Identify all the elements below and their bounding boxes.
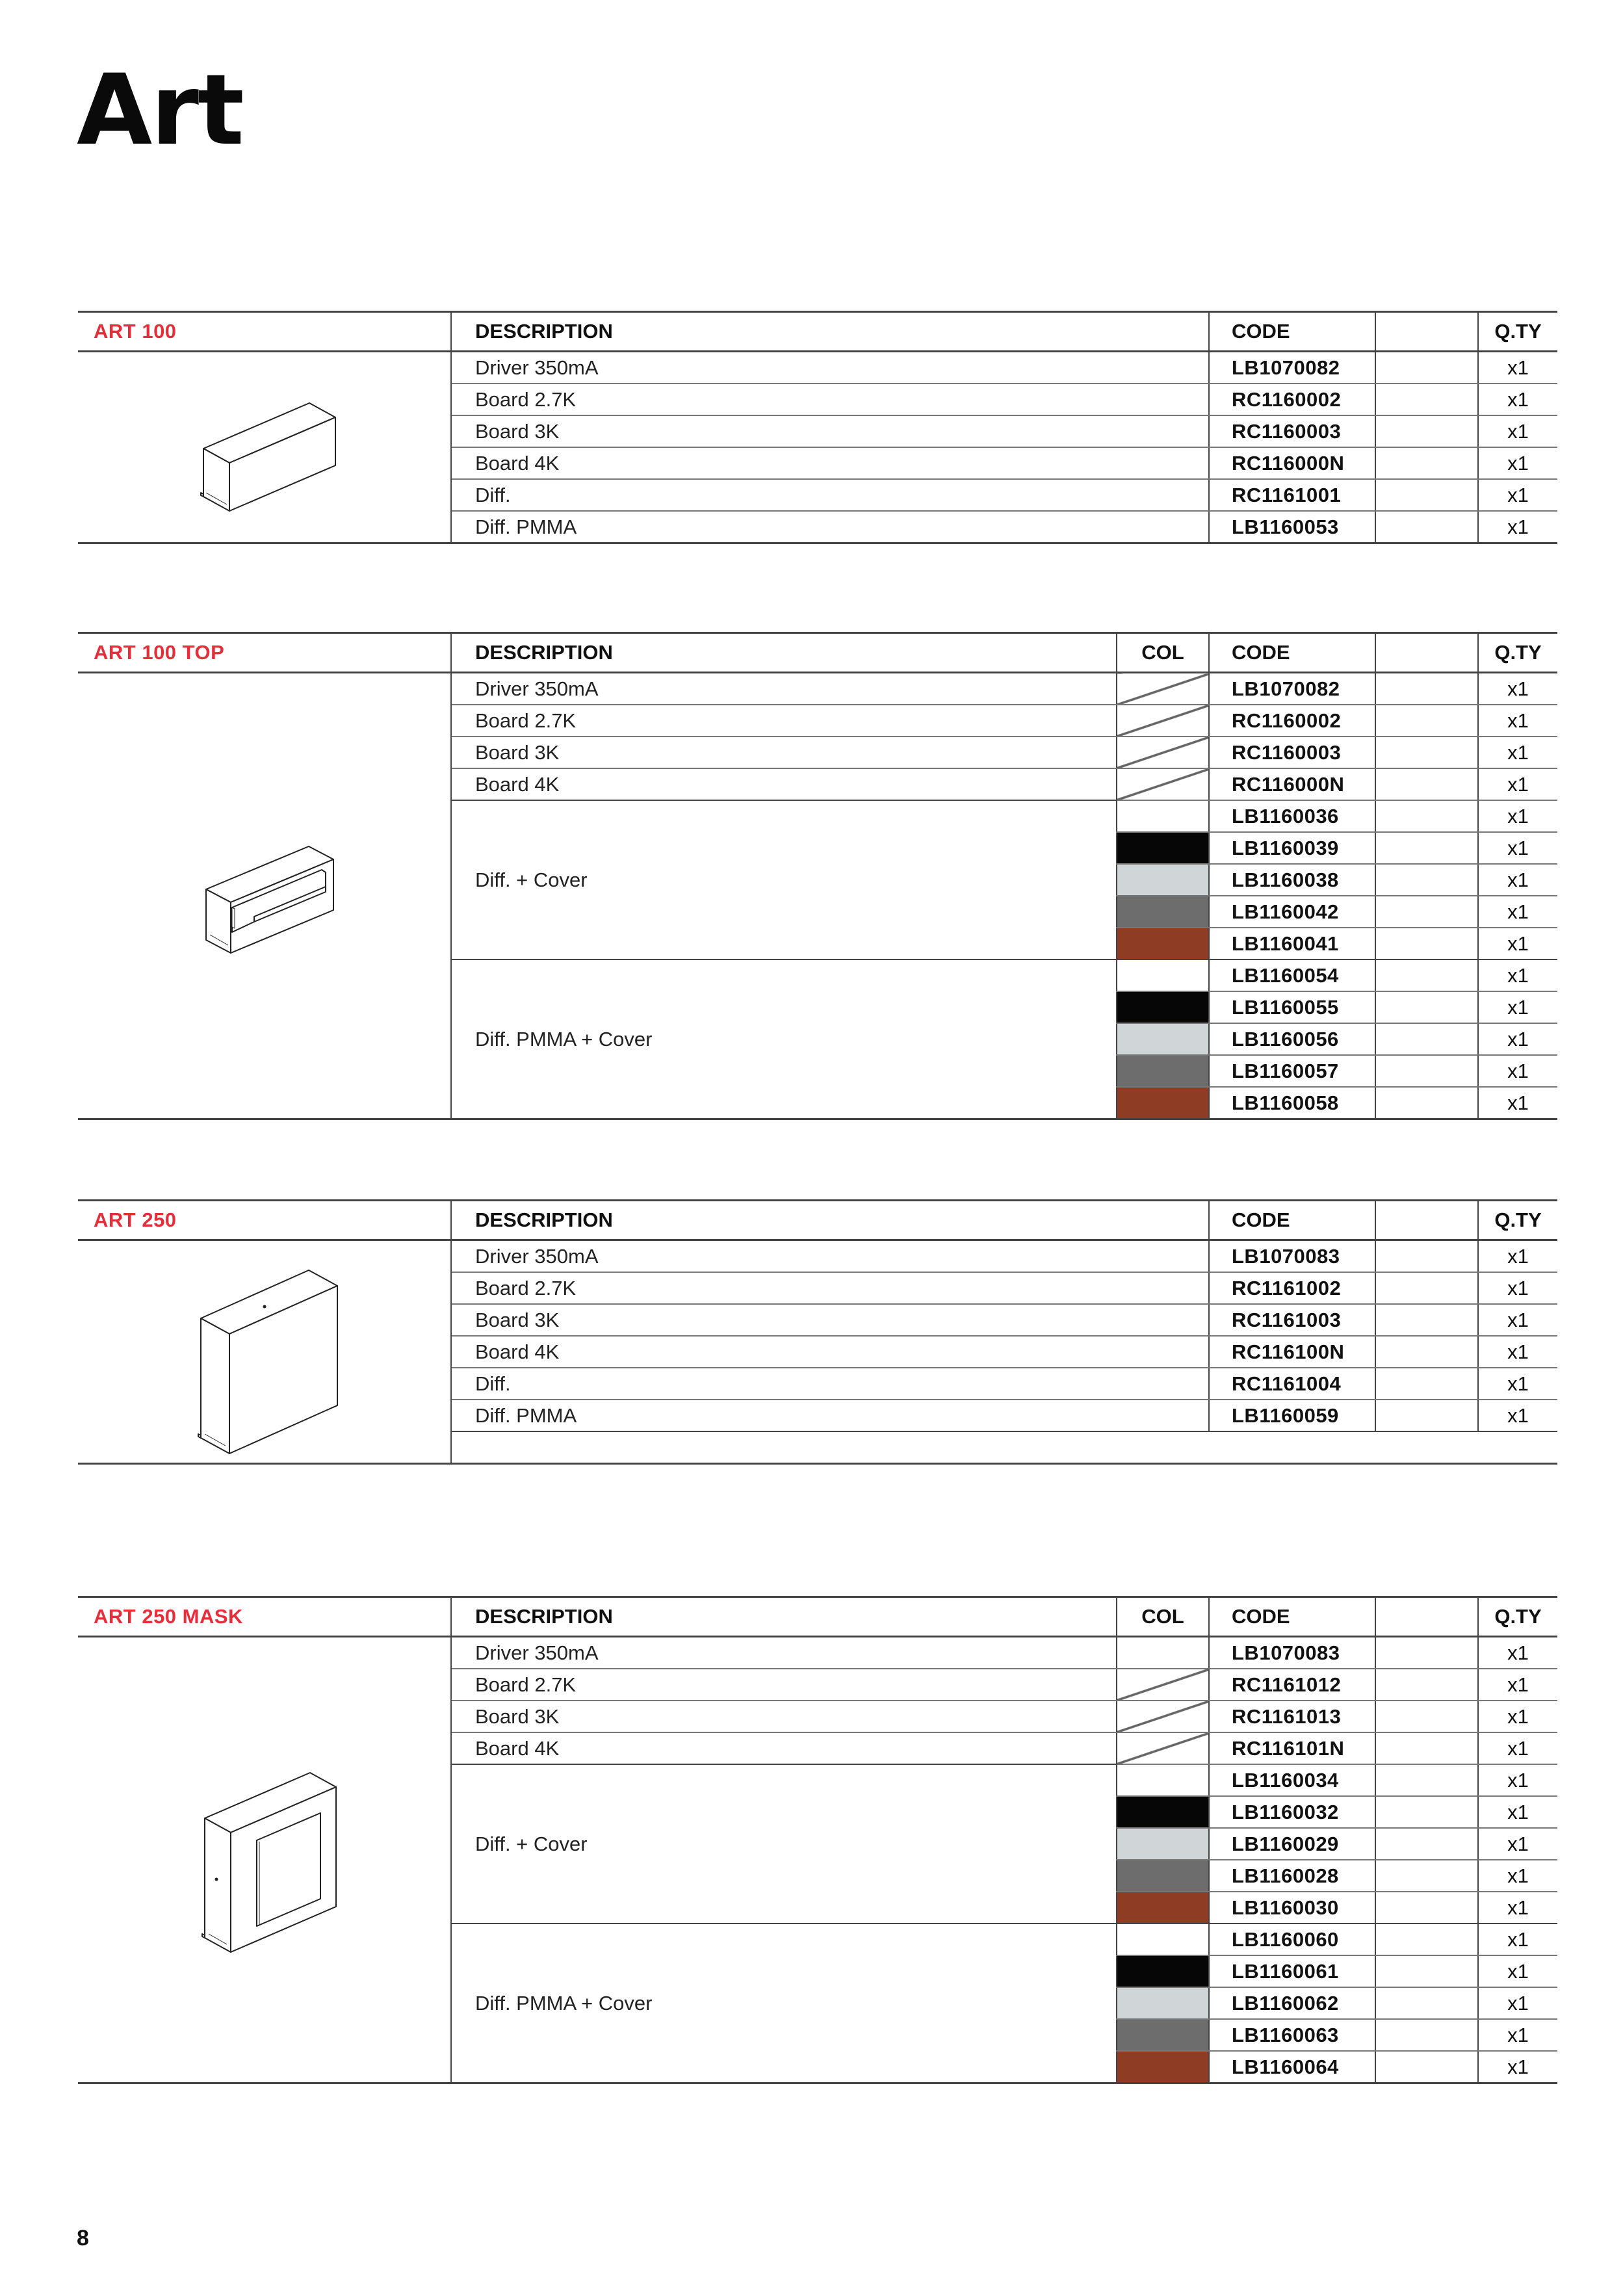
qty-cell: x1 <box>1478 896 1557 928</box>
description-cell: Board 2.7K <box>451 1669 1117 1701</box>
table-row <box>78 352 1557 384</box>
description-cell: Driver 350mA <box>451 1637 1117 1669</box>
group-description: Diff. PMMA + Cover <box>451 959 1117 1119</box>
description-cell: Board 4K <box>451 1336 1209 1368</box>
description-header: DESCRIPTION <box>451 1597 1117 1637</box>
parts-list <box>78 673 1557 1119</box>
product-name: ART 250 <box>78 1201 451 1240</box>
product-name: ART 250 MASK <box>78 1597 451 1637</box>
code-header: CODE <box>1209 1201 1375 1240</box>
code-cell: LB1160057 <box>1209 1055 1375 1087</box>
code-header: CODE <box>1209 312 1375 352</box>
qty-cell: x1 <box>1478 415 1557 447</box>
qty-cell: x1 <box>1478 991 1557 1023</box>
code-cell: LB1160064 <box>1209 2051 1375 2083</box>
code-cell: LB1070082 <box>1209 673 1375 705</box>
table-art-250 <box>78 1199 1557 1465</box>
description-cell: Board 4K <box>451 1732 1117 1764</box>
qty-cell: x1 <box>1478 479 1557 511</box>
code-cell: LB1160034 <box>1209 1764 1375 1796</box>
art-250-mask-fixture-icon <box>78 1637 451 2083</box>
color-swatch-na <box>1117 673 1209 705</box>
code-cell: RC116101N <box>1209 1732 1375 1764</box>
table-row <box>78 673 1557 705</box>
description-cell: Diff. <box>451 1368 1209 1400</box>
header-spacer <box>1375 633 1478 673</box>
code-cell: LB1160042 <box>1209 896 1375 928</box>
qty-header: Q.TY <box>1478 312 1557 352</box>
parts-list <box>78 1637 1557 2083</box>
parts-list <box>78 1240 1557 1464</box>
page-number: 8 <box>77 2226 89 2250</box>
code-cell: LB1160060 <box>1209 1924 1375 1955</box>
product-name: ART 100 <box>78 312 451 352</box>
code-cell: LB1070083 <box>1209 1240 1375 1273</box>
color-swatch <box>1117 800 1209 832</box>
qty-cell: x1 <box>1478 1336 1557 1368</box>
description-cell: Board 3K <box>451 1304 1209 1336</box>
qty-cell: x1 <box>1478 1669 1557 1701</box>
code-header: CODE <box>1209 633 1375 673</box>
description-cell: Diff. <box>451 479 1209 511</box>
color-header: COL <box>1117 633 1209 673</box>
code-cell: LB1160032 <box>1209 1796 1375 1828</box>
art-250-fixture-icon <box>78 1240 451 1464</box>
color-swatch-empty <box>1117 1637 1209 1669</box>
code-cell: RC1160003 <box>1209 415 1375 447</box>
qty-cell: x1 <box>1478 352 1557 384</box>
code-cell: RC1160003 <box>1209 737 1375 768</box>
qty-cell: x1 <box>1478 864 1557 896</box>
code-cell: LB1160029 <box>1209 1828 1375 1860</box>
qty-cell: x1 <box>1478 1955 1557 1987</box>
description-cell: Driver 350mA <box>451 673 1117 705</box>
qty-cell: x1 <box>1478 768 1557 800</box>
color-swatch <box>1117 1087 1209 1119</box>
color-swatch <box>1117 1860 1209 1892</box>
code-cell: LB1160056 <box>1209 1023 1375 1055</box>
qty-header: Q.TY <box>1478 633 1557 673</box>
description-cell: Board 3K <box>451 737 1117 768</box>
qty-cell: x1 <box>1478 1732 1557 1764</box>
color-swatch <box>1117 1023 1209 1055</box>
qty-cell: x1 <box>1478 1055 1557 1087</box>
code-cell: RC116000N <box>1209 447 1375 479</box>
color-swatch <box>1117 896 1209 928</box>
description-cell: Diff. PMMA <box>451 1400 1209 1431</box>
qty-cell: x1 <box>1478 1272 1557 1304</box>
code-cell: RC116100N <box>1209 1336 1375 1368</box>
code-cell: LB1160038 <box>1209 864 1375 896</box>
qty-cell: x1 <box>1478 1087 1557 1119</box>
qty-cell: x1 <box>1478 1701 1557 1732</box>
table-art-250-mask <box>78 1596 1557 2084</box>
color-swatch-na <box>1117 737 1209 768</box>
code-cell: RC1161004 <box>1209 1368 1375 1400</box>
qty-cell: x1 <box>1478 1240 1557 1273</box>
code-cell: LB1160039 <box>1209 832 1375 864</box>
description-cell: Board 4K <box>451 447 1209 479</box>
description-cell: Board 3K <box>451 415 1209 447</box>
code-cell: LB1160054 <box>1209 959 1375 991</box>
qty-cell: x1 <box>1478 1400 1557 1431</box>
qty-cell: x1 <box>1478 800 1557 832</box>
qty-cell: x1 <box>1478 2019 1557 2051</box>
group-description: Diff. + Cover <box>451 800 1117 959</box>
description-header: DESCRIPTION <box>451 1201 1209 1240</box>
color-header: COL <box>1117 1597 1209 1637</box>
color-swatch <box>1117 1987 1209 2019</box>
code-cell: RC1160002 <box>1209 705 1375 737</box>
qty-cell: x1 <box>1478 959 1557 991</box>
qty-cell: x1 <box>1478 447 1557 479</box>
table-row <box>78 1637 1557 1669</box>
color-swatch <box>1117 832 1209 864</box>
table-art-100 <box>78 311 1557 544</box>
page-title: Art <box>77 54 243 167</box>
color-swatch <box>1117 928 1209 959</box>
code-cell: LB1160028 <box>1209 1860 1375 1892</box>
color-swatch-na <box>1117 1732 1209 1764</box>
qty-cell: x1 <box>1478 705 1557 737</box>
color-swatch-na <box>1117 768 1209 800</box>
qty-cell: x1 <box>1478 384 1557 415</box>
code-cell: RC116000N <box>1209 768 1375 800</box>
code-cell: LB1160036 <box>1209 800 1375 832</box>
code-cell: LB1160053 <box>1209 511 1375 543</box>
color-swatch-na <box>1117 705 1209 737</box>
code-cell: LB1070082 <box>1209 352 1375 384</box>
code-cell: RC1161001 <box>1209 479 1375 511</box>
qty-cell: x1 <box>1478 1764 1557 1796</box>
description-header: DESCRIPTION <box>451 312 1209 352</box>
parts-list <box>78 352 1557 543</box>
color-swatch <box>1117 959 1209 991</box>
code-cell: LB1160055 <box>1209 991 1375 1023</box>
code-cell: RC1161012 <box>1209 1669 1375 1701</box>
code-cell: RC1161002 <box>1209 1272 1375 1304</box>
color-swatch-na <box>1117 1701 1209 1732</box>
header-spacer <box>1375 1201 1478 1240</box>
color-swatch <box>1117 1955 1209 1987</box>
qty-cell: x1 <box>1478 1924 1557 1955</box>
product-name: ART 100 TOP <box>78 633 451 673</box>
qty-header: Q.TY <box>1478 1597 1557 1637</box>
description-header: DESCRIPTION <box>451 633 1117 673</box>
qty-header: Q.TY <box>1478 1201 1557 1240</box>
description-cell: Board 2.7K <box>451 1272 1209 1304</box>
group-description: Diff. PMMA + Cover <box>451 1924 1117 2083</box>
qty-cell: x1 <box>1478 1892 1557 1924</box>
qty-cell: x1 <box>1478 928 1557 959</box>
table-row <box>78 1240 1557 1273</box>
qty-cell: x1 <box>1478 1023 1557 1055</box>
color-swatch <box>1117 1828 1209 1860</box>
description-cell: Board 4K <box>451 768 1117 800</box>
header-spacer <box>1375 1597 1478 1637</box>
color-swatch <box>1117 1764 1209 1796</box>
qty-cell: x1 <box>1478 832 1557 864</box>
qty-cell: x1 <box>1478 2051 1557 2083</box>
color-swatch <box>1117 1055 1209 1087</box>
color-swatch <box>1117 991 1209 1023</box>
color-swatch <box>1117 2051 1209 2083</box>
description-cell: Board 2.7K <box>451 384 1209 415</box>
code-cell: LB1070083 <box>1209 1637 1375 1669</box>
description-cell: Driver 350mA <box>451 352 1209 384</box>
code-cell: RC1161013 <box>1209 1701 1375 1732</box>
group-description: Diff. + Cover <box>451 1764 1117 1924</box>
qty-cell: x1 <box>1478 1304 1557 1336</box>
qty-cell: x1 <box>1478 511 1557 543</box>
code-cell: LB1160063 <box>1209 2019 1375 2051</box>
code-cell: LB1160041 <box>1209 928 1375 959</box>
art-100-top-fixture-icon <box>78 673 451 1119</box>
qty-cell: x1 <box>1478 1368 1557 1400</box>
qty-cell: x1 <box>1478 737 1557 768</box>
description-cell: Diff. PMMA <box>451 511 1209 543</box>
table-art-100-top <box>78 632 1557 1120</box>
color-swatch <box>1117 864 1209 896</box>
qty-cell: x1 <box>1478 1637 1557 1669</box>
color-swatch-na <box>1117 1669 1209 1701</box>
color-swatch <box>1117 1796 1209 1828</box>
qty-cell: x1 <box>1478 1796 1557 1828</box>
code-cell: RC1160002 <box>1209 384 1375 415</box>
code-cell: LB1160058 <box>1209 1087 1375 1119</box>
code-cell: LB1160062 <box>1209 1987 1375 2019</box>
art-100-fixture-icon <box>78 352 451 543</box>
color-swatch <box>1117 1892 1209 1924</box>
color-swatch <box>1117 1924 1209 1955</box>
code-cell: RC1161003 <box>1209 1304 1375 1336</box>
header-spacer <box>1375 312 1478 352</box>
code-cell: LB1160030 <box>1209 1892 1375 1924</box>
qty-cell: x1 <box>1478 1987 1557 2019</box>
description-cell: Driver 350mA <box>451 1240 1209 1273</box>
code-cell: LB1160061 <box>1209 1955 1375 1987</box>
code-header: CODE <box>1209 1597 1375 1637</box>
description-cell: Board 3K <box>451 1701 1117 1732</box>
qty-cell: x1 <box>1478 1860 1557 1892</box>
code-cell: LB1160059 <box>1209 1400 1375 1431</box>
color-swatch <box>1117 2019 1209 2051</box>
qty-cell: x1 <box>1478 673 1557 705</box>
description-cell: Board 2.7K <box>451 705 1117 737</box>
qty-cell: x1 <box>1478 1828 1557 1860</box>
